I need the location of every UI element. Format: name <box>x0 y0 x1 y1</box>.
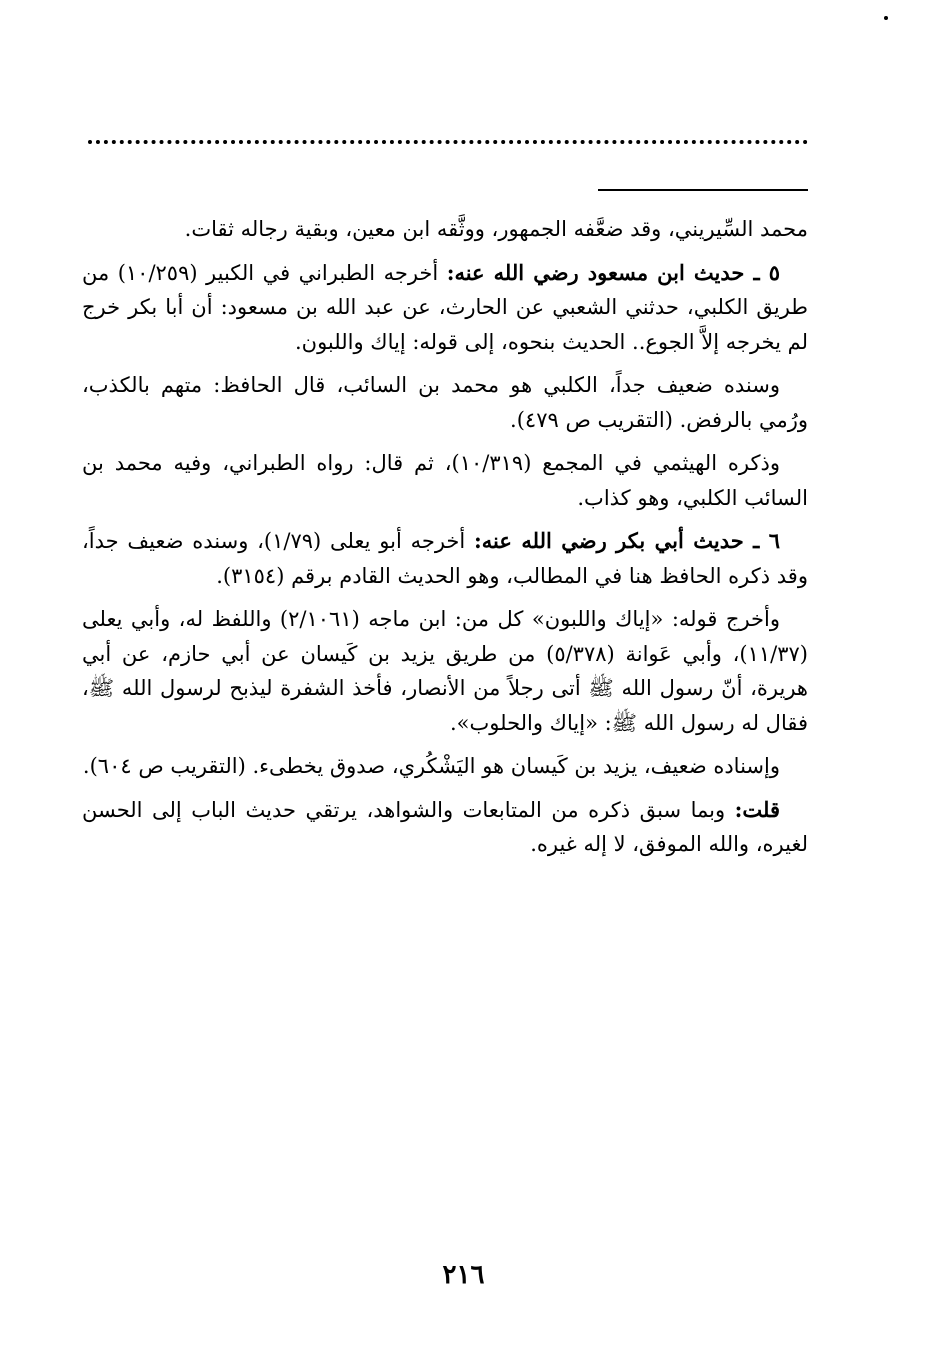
paragraph-text: وذكره الهيثمي في المجمع (١٠/٣١٩)، ثم قال: رواه الطبراني، وفيه محمد بن السائب الكلبي، وهو كذاب. <box>82 451 808 510</box>
footnote-paragraph <box>82 749 808 784</box>
footnote-paragraph <box>82 793 808 862</box>
page-number: ٢١٦ <box>442 1260 485 1290</box>
footnotes-block <box>82 212 808 871</box>
paragraph-text: وإسناده ضعيف، يزيد بن كَيسان هو اليَشْكُري، صدوق يخطىء. (التقريب ص ٦٠٤). <box>82 754 780 778</box>
footnote-paragraph <box>82 446 808 515</box>
page-corner-mark <box>884 16 888 20</box>
footnote-paragraph <box>82 256 808 360</box>
hadith-heading: ٦ ـ حديث أبي بكر رضي الله عنه: <box>474 528 781 553</box>
paragraph-text: وأخرج قوله: «إياك واللبون» كل من: ابن ماجه (٢/١٠٦١) واللفظ له، وأبي يعلى (١١/٣٧)، وأبي عَوانة (٥/٣٧٨) من طريق يزيد بن كَيسان عن أبي حازم، عن أبي هريرة، أنّ رسول الله ﷺ أتى رجلاً من الأنصار، فأخذ الشفرة ليذبح لرسول الله ﷺ، فقال له رسول الله ﷺ: «إياك والحلوب». <box>82 607 808 735</box>
paragraph-text: محمد السِّيريني، وقد ضعَّفه الجمهور، ووثَّقه ابن معين، وبقية رجاله ثقات. <box>184 217 808 241</box>
hadith-heading: ٥ ـ حديث ابن مسعود رضي الله عنه: <box>446 259 780 285</box>
dotted-separator <box>88 140 808 144</box>
paragraph-text: وبما سبق ذكره من المتابعات والشواهد، يرتقي حديث الباب إلى الحسن لغيره، والله الموفق، لا إله غيره. <box>82 797 808 856</box>
paragraph-text: أخرجه أبو يعلى (١/٧٩)، وسنده ضعيف جداً، وقد ذكره الحافظ هنا في المطالب، وهو الحديث القادم برقم (٣١٥٤). <box>82 529 808 588</box>
paragraph-text: أخرجه الطبراني في الكبير (١٠/٢٥٩) من طريق الكلبي، حدثني الشعبي عن الحارث، عن عبد الله بن مسعود: أن أبا بكر خرج لم يخرجه إلاَّ الجوع.. الحديث بنحوه، إلى قوله: إياك واللبون. <box>82 260 808 354</box>
footnote-paragraph <box>82 212 808 247</box>
paragraph-text: وسنده ضعيف جداً، الكلبي هو محمد بن السائب، قال الحافظ: متهم بالكذب، ورُمي بالرفض. (التقريب ص ٤٧٩). <box>82 373 808 432</box>
footnote-paragraph <box>82 368 808 437</box>
footnote-paragraph <box>82 524 808 593</box>
footnote-rule <box>598 189 808 191</box>
footnote-paragraph <box>82 602 808 740</box>
conclusion-heading: قلت: <box>734 796 780 822</box>
